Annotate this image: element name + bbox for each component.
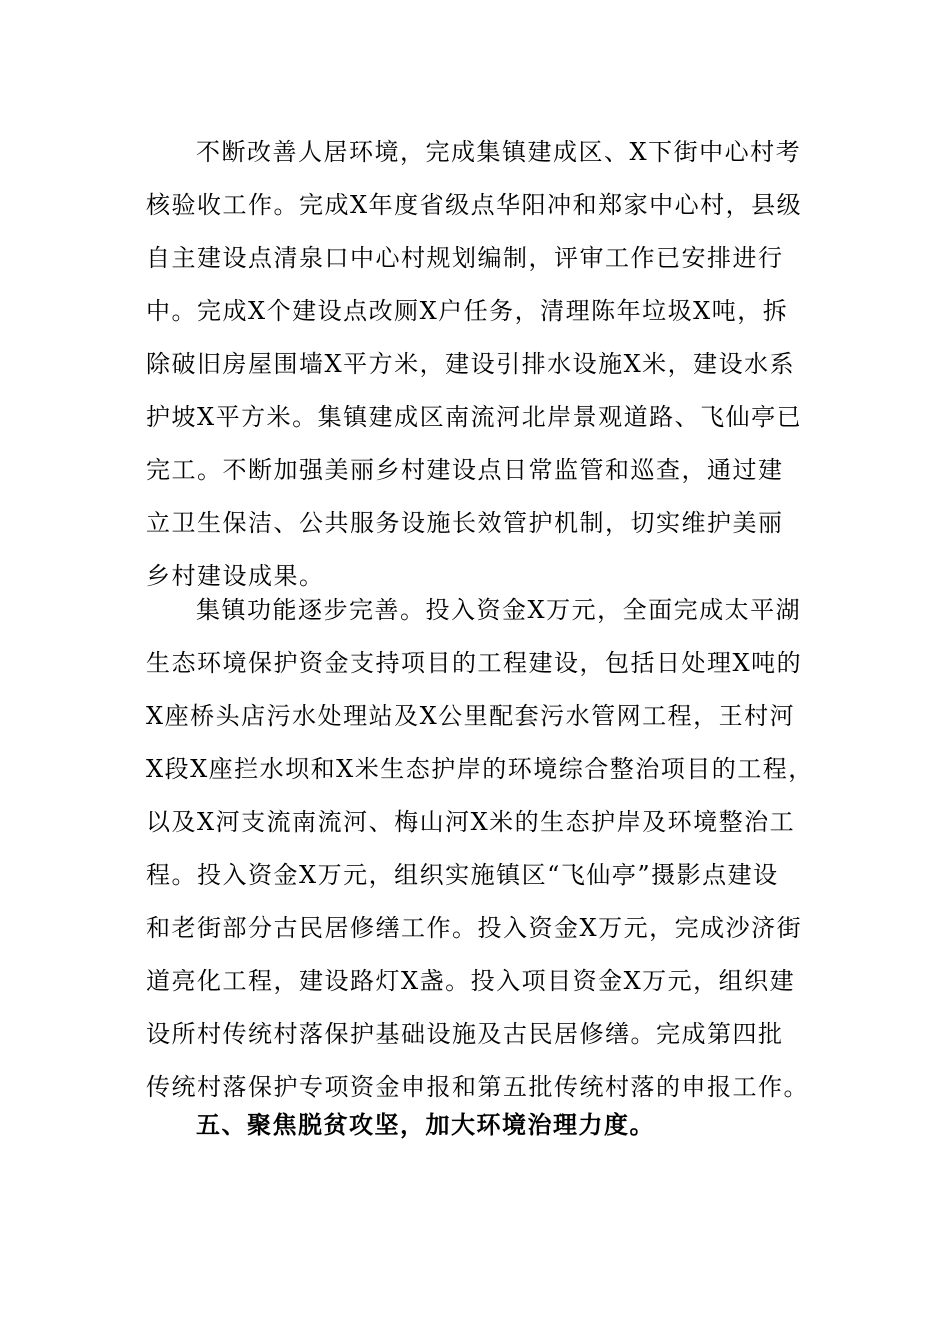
paragraph-line: 核验收工作。完成X年度省级点华阳冲和郑家中心村，县级 [146,191,803,219]
section-heading: 五、聚焦脱贫攻坚，加大环境治理力度。 [196,1110,655,1139]
paragraph-town-functions [146,584,814,1114]
paragraph-living-environment [146,126,810,603]
paragraph-line: 程。投入资金X万元，组织实施镇区“飞仙亭”摄影点建设 [146,861,779,889]
paragraph-line: 中。完成X个建设点改厕X户任务，清理陈年垃圾X吨，拆 [146,297,789,325]
paragraph-line: 集镇功能逐步完善。投入资金X万元，全面完成太平湖 [196,596,802,624]
paragraph-line: X段X座拦水坝和X米生态护岸的环境综合整治项目的工程， [146,755,814,783]
paragraph-line: 护坡X平方米。集镇建成区南流河北岸景观道路、飞仙亭已 [146,403,803,431]
paragraph-line: 乡村建设成果。 [146,562,325,590]
paragraph-line: 生态环境保护资金支持项目的工程建设，包括日处理X吨的 [146,649,803,677]
paragraph-line: 传统村落保护专项资金申报和第五批传统村落的申报工作。 [146,1073,809,1101]
paragraph-line: 和老街部分古民居修缮工作。投入资金X万元，完成沙济街 [146,914,803,942]
paragraph-line: X座桥头店污水处理站及X公里配套污水管网工程，王村河 [146,702,796,730]
paragraph-line: 不断改善人居环境，完成集镇建成区、X下街中心村考 [196,138,802,166]
paragraph-line: 道亮化工程，建设路灯X盏。投入项目资金X万元，组织建 [146,967,796,995]
paragraph-line: 立卫生保洁、公共服务设施长效管护机制，切实维护美丽 [146,509,784,537]
paragraph-line: 自主建设点清泉口中心村规划编制，评审工作已安排进行 [146,244,784,272]
paragraph-line: 除破旧房屋围墙X平方米，建设引排水设施X米，建设水系 [146,350,796,378]
paragraph-line: 以及X河支流南流河、梅山河X米的生态护岸及环境整治工 [146,808,796,836]
paragraph-line: 设所村传统村落保护基础设施及古民居修缮。完成第四批 [146,1020,784,1048]
paragraph-line: 完工。不断加强美丽乡村建设点日常监管和巡查，通过建 [146,456,784,484]
